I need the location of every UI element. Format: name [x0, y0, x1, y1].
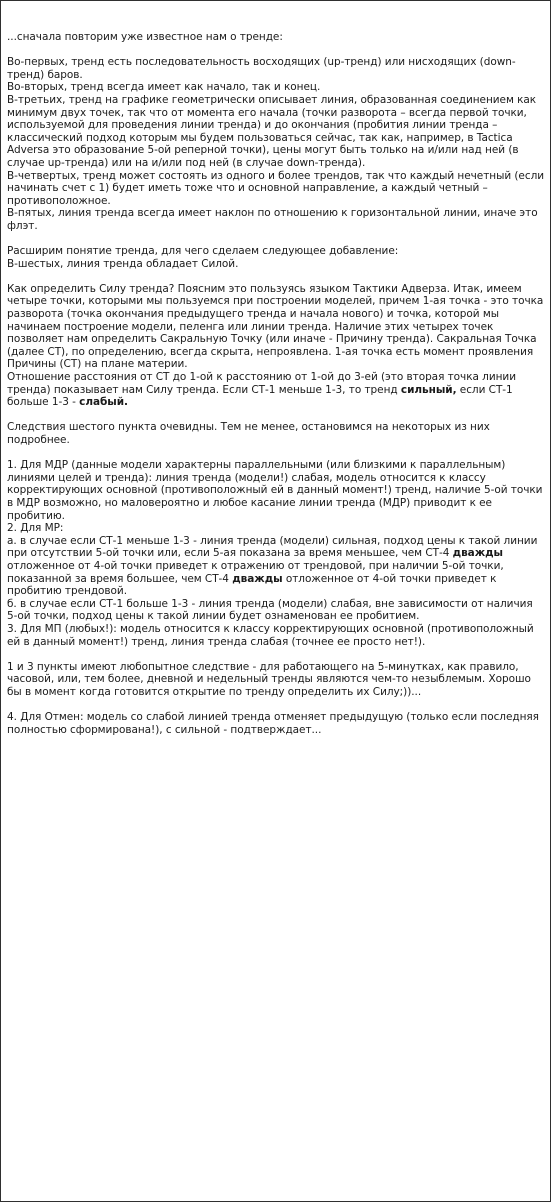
point-two-title: 2. Для МР:	[7, 522, 64, 535]
point-three-mp: 3. Для МП (любых!): модель относится к классу корректирующих основной (противоположный ей в данный момент!) тренд, линия тренда слабая (точнее ее просто нет!).	[7, 622, 534, 648]
point-two-a-part1: а. в случае если СТ-1 меньше 1-3 - линия тренда (модели) сильная, подход цены к такой линии при отсутствии 5-ой точки или, если 5-ая показана за время меньшее, чем СТ-4	[7, 534, 538, 560]
point-four-cancel: 4. Для Отмен: модель со слабой линией тренда отменяет предыдущую (только если последняя полностью сформирована!), с сильной - подтверждает...	[7, 711, 539, 736]
property-sixth: В-шестых, линия тренда обладает Силой.	[7, 257, 239, 270]
document-body	[7, 31, 546, 736]
expand-paragraph	[7, 245, 546, 270]
ratio-strong: сильный,	[400, 383, 457, 396]
consequences-paragraph: Следствия шестого пункта очевидны. Тем не менее, остановимся на некоторых из них подробнее.	[7, 421, 490, 446]
force-question: Как определить Силу тренда? Поясним это пользуясь языком Тактики Адверза. Итак, имеем четыре точки, которыми мы пользуемся при построении моделей, причем 1-ая точка - это точка разворота (точка окончания предыдущего тренда и начала нового) и точка, которой мы начинаем построение модели, пеленга или линии тренда. Наличие этих четырех точек позволяет нам определить Сакральную Точку (или иначе - Причину тренда). Сакральная Точка (далее СТ), по определению, всегда скрыта, непроявлена. 1-ая точка есть момент проявления Причины (СТ) на плане материи.	[7, 282, 544, 371]
note-paragraph: 1 и 3 пункты имеют любопытное следствие - для работающего на 5-минутках, как правило, часовой, или, тем более, дневной и недельный тренды являются чем-то незыблемым. Хорошо бы в момент когда готовится открытие по тренду определить их Силу;))...	[7, 660, 531, 698]
trend-properties-list	[7, 56, 546, 232]
point-two-a-part2: отложенное от 4-ой точки приведет к отражению от трендовой, при наличии 5-ой точки, показанной за время большее, чем СТ-4	[7, 559, 504, 585]
models-list	[7, 459, 546, 648]
property-fifth: В-пятых, линия тренда всегда имеет наклон по отношению к горизонтальной линии, иначе это флэт.	[7, 207, 538, 232]
ratio-weak: слабый.	[79, 396, 128, 409]
ratio-sentence	[7, 371, 546, 409]
ratio-middle: если СТ-1 больше 1-3 -	[7, 383, 513, 409]
property-first: Во-первых, тренд есть последовательность восходящих (up-тренд) или нисходящих (down-тренд) баров.	[7, 56, 516, 81]
expand-intro: Расширим понятие тренда, для чего сделаем следующее добавление:	[7, 245, 399, 258]
point-two-a-bold1: дважды	[452, 547, 503, 560]
point-one-mdr: 1. Для МДР (данные модели характерны параллельными (или близкими к параллельным) линиями целей и тренда): линия тренда (модели!) слабая, модель относится к классу корректирующих основной (противоположный ей в данный момент!) тренд, наличие 5-ой точки в МДР возможно, но маловероятно и любое касание линии тренда (МДР) приводит к ее пробитию.	[7, 459, 543, 522]
ratio-before: Отношение расстояния от СТ до 1-ой к расстоянию от 1-ой до 3-ей (это вторая точка линии тренда) показывает нам Силу тренда. Если СТ-1 меньше 1-3, то тренд	[7, 371, 516, 396]
intro-paragraph: ...сначала повторим уже известное нам о тренде:	[7, 31, 283, 43]
point-two-a-part3: отложенное от 4-ой точки приведет к пробитию трендовой.	[7, 572, 497, 598]
property-fourth: В-четвертых, тренд может состоять из одного и более трендов, так что каждый нечетный (если начинать счет с 1) будет иметь тоже что и основной направление, а каждый четный – противоположное.	[7, 169, 544, 207]
property-second: Во-вторых, тренд всегда имеет как начало, так и конец.	[7, 81, 321, 94]
point-two-b: б. в случае если СТ-1 больше 1-3 - линия тренда (модели) слабая, вне зависимости от наличия 5-ой точки, подход цены к такой линии будет ознаменован ее пробитием.	[7, 597, 533, 623]
property-third: В-третьих, тренд на графике геометрически описывает линия, образованная соединением как минимум двух точек, так что от момента его начала (точки разворота – всегда первой точки, используемой для проведения линии тренда) и до окончания (пробития линии тренда – классический подход которым мы будем пользоваться сейчас, так как, например, в Tactica Adversa это образование 5-ой реперной точки), цены могут быть только на и/или над ней (в случае up-тренда) или на и/или под ней (в случае down-тренда).	[7, 93, 537, 169]
point-two-a-bold2: дважды	[232, 572, 283, 585]
force-paragraph	[7, 283, 546, 409]
point-two-a	[7, 535, 546, 598]
